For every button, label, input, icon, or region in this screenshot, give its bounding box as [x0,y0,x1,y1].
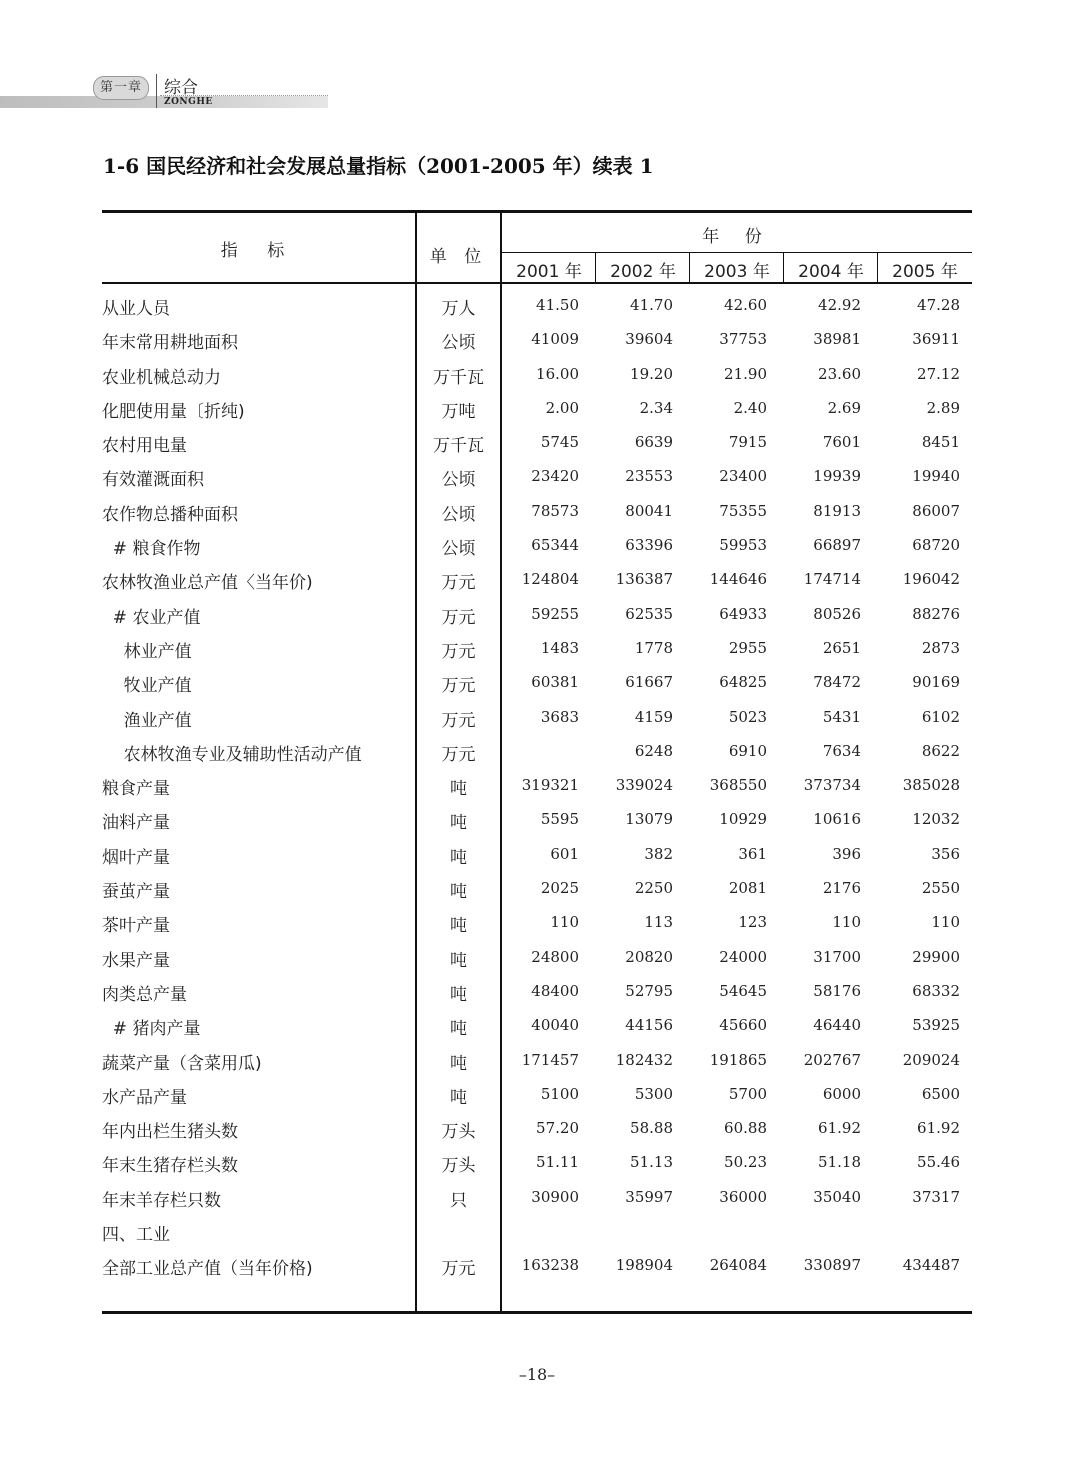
row-value: 6248 [634,741,673,760]
row-value: 66897 [813,536,861,555]
row-value: 2.69 [827,398,861,417]
data-table [102,210,972,1314]
row-indicator: 化肥使用量〔折纯) [102,401,245,422]
table-row [102,391,972,425]
row-value: 2.40 [733,398,767,417]
row-value: 59255 [531,604,579,623]
row-value: 361 [738,844,767,863]
row-indicator: 全部工业总产值（当年价格) [102,1259,313,1280]
row-value: 3683 [540,707,579,726]
row-value: 1778 [634,638,673,657]
chapter-badge: 第一章 [93,76,149,100]
row-unit: 吨 [450,916,467,937]
row-value: 182432 [615,1050,673,1069]
header-unit: 单 位 [429,247,488,267]
table-row [102,768,972,802]
year-group-rule [501,252,972,253]
row-value: 54645 [719,981,767,1000]
row-value: 24800 [531,947,579,966]
row-indicator: 农林牧渔专业及辅助性活动产值 [102,744,362,765]
header-year: 2001 年 [516,262,582,282]
row-value: 7601 [822,433,861,452]
row-value: 385028 [902,776,960,795]
row-value: 48400 [531,981,579,1000]
table-top-rule [102,210,972,213]
table-row [102,1043,972,1077]
table-body [102,288,972,1283]
row-value: 110 [931,913,960,932]
row-value: 191865 [709,1050,767,1069]
table-row [102,802,972,836]
row-value: 373734 [803,776,861,795]
table-row [102,631,972,665]
row-value: 59953 [719,536,767,555]
row-unit: 万吨 [441,401,476,422]
row-value: 5023 [728,707,767,726]
row-value: 2176 [822,879,861,898]
row-value: 12032 [912,810,960,829]
row-indicator: 农作物总播种面积 [102,504,238,525]
row-value: 382 [644,844,673,863]
table-row [102,665,972,699]
row-value: 6500 [921,1084,960,1103]
row-value: 5745 [540,433,579,452]
row-unit: 只 [450,1190,467,1211]
row-unit: 公顷 [441,539,476,560]
row-value: 80041 [625,501,673,520]
row-value: 41.50 [536,296,579,314]
row-value: 19.20 [630,364,673,383]
row-value: 86007 [912,501,960,520]
row-indicator: 油料产量 [102,813,170,834]
row-indicator: 有效灌溉面积 [102,470,204,491]
row-value: 51.13 [630,1153,673,1172]
row-indicator: 年内出栏生猪头数 [102,1122,238,1143]
row-unit: 万千瓦 [433,436,484,457]
row-indicator: 林业产值 [102,641,192,662]
table-row [102,1214,972,1248]
table-row [102,357,972,391]
row-value: 47.28 [917,296,960,314]
table-row [102,734,972,768]
row-value: 61.92 [818,1119,861,1138]
table-row [102,871,972,905]
row-value: 81913 [813,501,861,520]
table-row [102,1248,972,1282]
row-value: 51.18 [818,1153,861,1172]
row-value: 2873 [921,638,960,657]
row-indicator: # 猪肉产量 [102,1019,201,1040]
row-unit: 吨 [450,847,467,868]
row-unit: 万元 [441,710,476,731]
row-value: 8622 [921,741,960,760]
table-row [102,288,972,322]
table-row [102,528,972,562]
row-value: 6102 [921,707,960,726]
table-row [102,1077,972,1111]
table-row [102,1145,972,1179]
row-unit: 公顷 [441,470,476,491]
row-unit: 万头 [441,1156,476,1177]
row-value: 5595 [540,810,579,829]
row-value: 5300 [634,1084,673,1103]
row-value: 23400 [719,467,767,486]
row-unit: 万千瓦 [433,367,484,388]
table-header-rule [102,282,972,284]
row-value: 123 [738,913,767,932]
row-indicator: 农林牧渔业总产值〈当年价) [102,573,313,594]
row-value: 51.11 [536,1153,579,1172]
row-value: 2955 [728,638,767,657]
row-indicator: 肉类总产量 [102,984,187,1005]
table-title: 1-6 国民经济和社会发展总量指标（2001-2005 年）续表 1 [103,154,654,178]
row-indicator: 粮食产量 [102,779,170,800]
section-title: 综合 [164,78,198,98]
row-indicator: 年末羊存栏只数 [102,1190,221,1211]
row-value: 136387 [615,570,673,589]
header-year-group: 年 份 [702,227,772,247]
row-value: 5100 [540,1084,579,1103]
row-value: 90169 [912,673,960,692]
row-value: 23.60 [818,364,861,383]
row-value: 36911 [912,330,960,349]
row-value: 339024 [615,776,673,795]
row-indicator: 茶叶产量 [102,916,170,937]
row-unit: 公顷 [441,333,476,354]
row-value: 396 [832,844,861,863]
row-indicator: 从业人员 [102,299,170,319]
row-unit: 万元 [441,676,476,697]
row-value: 53925 [912,1016,960,1035]
row-unit: 吨 [450,813,467,834]
row-unit: 万元 [441,607,476,628]
row-unit: 公顷 [441,504,476,525]
header-year: 2004 年 [798,262,864,282]
row-value: 40040 [531,1016,579,1035]
row-value: 7634 [822,741,861,760]
row-value: 55.46 [917,1153,960,1172]
row-value: 144646 [709,570,767,589]
row-value: 57.20 [536,1119,579,1138]
row-value: 434487 [902,1256,960,1275]
row-value: 110 [550,913,579,932]
row-value: 368550 [709,776,767,795]
row-value: 23420 [531,467,579,486]
row-indicator: 农业机械总动力 [102,367,221,388]
row-value: 75355 [719,501,767,520]
row-value: 27.12 [917,364,960,383]
row-unit: 万人 [441,299,476,319]
row-value: 35040 [813,1187,861,1206]
row-value: 61667 [625,673,673,692]
row-indicator: 蔬菜产量（含菜用瓜) [102,1053,262,1074]
row-value: 4159 [634,707,673,726]
row-value: 601 [550,844,579,863]
row-value: 65344 [531,536,579,555]
row-value: 21.90 [724,364,767,383]
row-unit: 吨 [450,950,467,971]
row-value: 23553 [625,467,673,486]
row-unit: 万元 [441,641,476,662]
row-value: 37317 [912,1187,960,1206]
row-value: 63396 [625,536,673,555]
header-year: 2002 年 [610,262,676,282]
row-value: 113 [644,913,673,932]
table-row [102,1008,972,1042]
row-value: 80526 [813,604,861,623]
row-indicator: # 粮食作物 [102,539,201,560]
table-row [102,837,972,871]
header-year: 2003 年 [704,262,770,282]
table-row [102,940,972,974]
row-value: 42.60 [724,296,767,314]
row-value: 2.34 [639,398,673,417]
table-row [102,425,972,459]
row-value: 37753 [719,330,767,349]
row-value: 38981 [813,330,861,349]
row-value: 46440 [813,1016,861,1035]
row-unit: 万元 [441,744,476,765]
row-value: 50.23 [724,1153,767,1172]
row-value: 68720 [912,536,960,555]
row-value: 2250 [634,879,673,898]
row-value: 198904 [615,1256,673,1275]
row-indicator: 水果产量 [102,950,170,971]
row-value: 124804 [521,570,579,589]
row-unit: 万头 [441,1122,476,1143]
row-value: 10929 [719,810,767,829]
header-separator [156,74,157,108]
row-unit: 吨 [450,779,467,800]
table-row [102,700,972,734]
row-indicator: # 农业产值 [102,607,201,628]
row-indicator: 烟叶产量 [102,847,170,868]
row-value: 62535 [625,604,673,623]
table-row [102,1111,972,1145]
row-value: 264084 [709,1256,767,1275]
row-indicator: 四、工业 [102,1225,170,1246]
row-value: 163238 [521,1256,579,1275]
row-unit: 吨 [450,882,467,903]
row-value: 5431 [822,707,861,726]
row-value: 41.70 [630,296,673,314]
row-value: 2550 [921,879,960,898]
table-row [102,562,972,596]
table-row [102,459,972,493]
header-year: 2005 年 [892,262,958,282]
row-value: 60381 [531,673,579,692]
table-row [102,974,972,1008]
table-bottom-rule [102,1311,972,1314]
row-indicator: 蚕茧产量 [102,882,170,903]
row-value: 16.00 [536,364,579,383]
row-value: 356 [931,844,960,863]
row-value: 30900 [531,1187,579,1206]
row-value: 41009 [531,330,579,349]
row-value: 64825 [719,673,767,692]
page-number: –18– [518,1365,556,1384]
row-value: 5700 [728,1084,767,1103]
row-value: 44156 [625,1016,673,1035]
row-value: 2025 [540,879,579,898]
row-indicator: 渔业产值 [102,710,192,731]
row-value: 78472 [813,673,861,692]
row-value: 1483 [540,638,579,657]
row-value: 174714 [803,570,861,589]
row-indicator: 农村用电量 [102,436,187,457]
row-value: 19940 [912,467,960,486]
row-value: 42.92 [818,296,861,314]
table-row [102,1180,972,1214]
row-value: 10616 [813,810,861,829]
row-value: 39604 [625,330,673,349]
row-value: 6639 [634,433,673,452]
row-value: 31700 [813,947,861,966]
row-value: 45660 [719,1016,767,1035]
row-indicator: 年末生猪存栏头数 [102,1156,238,1177]
row-value: 2651 [822,638,861,657]
row-value: 64933 [719,604,767,623]
row-value: 35997 [625,1187,673,1206]
table-row [102,494,972,528]
row-value: 110 [832,913,861,932]
row-value: 171457 [521,1050,579,1069]
row-value: 202767 [803,1050,861,1069]
row-value: 61.92 [917,1119,960,1138]
table-row [102,905,972,939]
row-unit: 吨 [450,984,467,1005]
row-unit: 吨 [450,1019,467,1040]
section-subtitle: ZONGHE [164,97,213,107]
row-value: 36000 [719,1187,767,1206]
row-value: 7915 [728,433,767,452]
row-value: 20820 [625,947,673,966]
table-row [102,597,972,631]
row-value: 2081 [728,879,767,898]
row-value: 2.89 [926,398,960,417]
row-value: 19939 [813,467,861,486]
row-indicator: 年末常用耕地面积 [102,333,238,354]
row-value: 2.00 [545,398,579,417]
row-value: 196042 [902,570,960,589]
row-value: 58176 [813,981,861,1000]
row-value: 52795 [625,981,673,1000]
row-value: 319321 [521,776,579,795]
row-value: 6910 [728,741,767,760]
row-indicator: 牧业产值 [102,676,192,697]
row-value: 78573 [531,501,579,520]
row-value: 29900 [912,947,960,966]
row-value: 24000 [719,947,767,966]
row-value: 68332 [912,981,960,1000]
row-unit: 万元 [441,573,476,594]
row-value: 60.88 [724,1119,767,1138]
row-value: 330897 [803,1256,861,1275]
row-value: 88276 [912,604,960,623]
row-value: 209024 [902,1050,960,1069]
header-indicator: 指 标 [220,241,297,261]
table-row [102,322,972,356]
row-value: 13079 [625,810,673,829]
row-value: 6000 [822,1084,861,1103]
row-unit: 吨 [450,1087,467,1108]
row-value: 8451 [921,433,960,452]
row-unit: 吨 [450,1053,467,1074]
row-indicator: 水产品产量 [102,1087,187,1108]
row-unit: 万元 [441,1259,476,1280]
row-value: 58.88 [630,1119,673,1138]
